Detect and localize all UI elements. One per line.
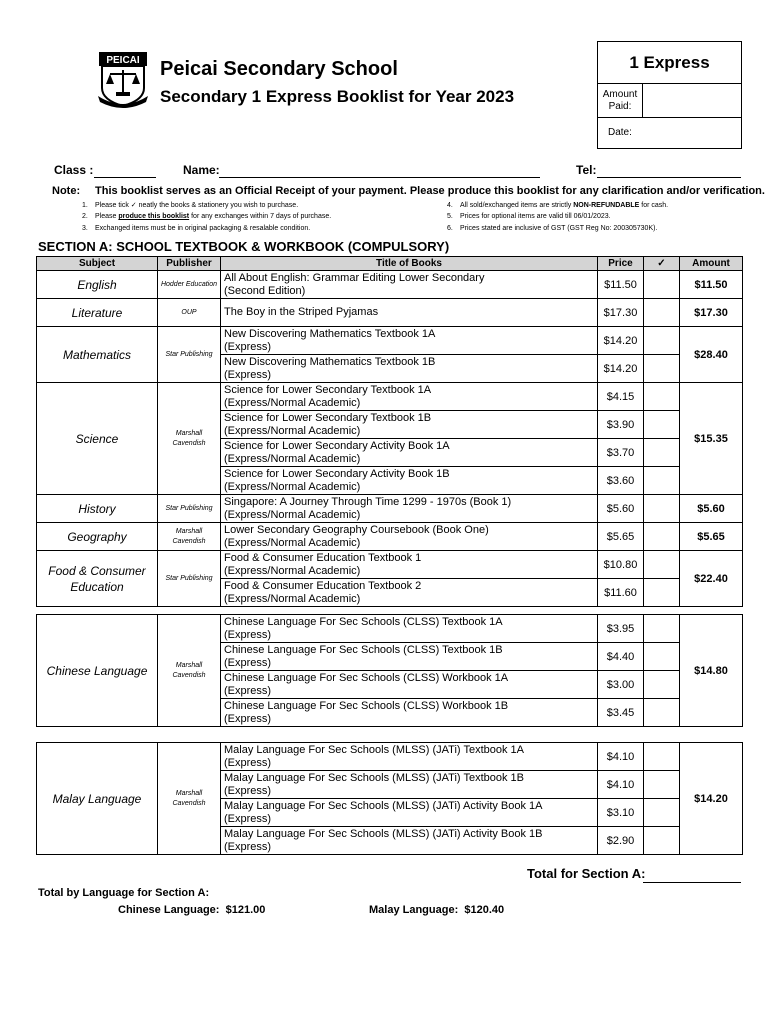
tick-checkbox[interactable] <box>644 799 680 827</box>
price-cell: $17.30 <box>598 299 644 327</box>
note-list-left <box>82 200 331 234</box>
book-title-cell: Chinese Language For Sec Schools (CLSS) Textbook 1A (Express) <box>221 615 598 643</box>
amount-paid-field[interactable] <box>643 84 741 117</box>
date-field[interactable] <box>646 118 741 148</box>
amount-cell: $15.35 <box>680 383 743 495</box>
note-item: 4. All sold/exchanged items are strictly NON-REFUNDABLE for cash. <box>447 202 669 209</box>
price-cell: $5.60 <box>598 495 644 523</box>
subject-cell: Food & Consumer Education <box>37 551 158 607</box>
tick-checkbox[interactable] <box>644 771 680 799</box>
name-field[interactable] <box>219 177 540 178</box>
book-title-cell: Science for Lower Secondary Activity Book 1B (Express/Normal Academic) <box>221 467 598 495</box>
school-name: Peicai Secondary School <box>160 58 398 80</box>
table-row <box>37 551 743 579</box>
book-title-cell: Malay Language For Sec Schools (MLSS) (JATi) Activity Book 1B (Express) <box>221 827 598 855</box>
amount-cell: $14.80 <box>680 615 743 727</box>
col-title: Title of Books <box>221 257 598 271</box>
logo-text: PEICAI <box>106 55 140 66</box>
tick-checkbox[interactable] <box>644 411 680 439</box>
amount-cell: $5.60 <box>680 495 743 523</box>
amount-cell: $5.65 <box>680 523 743 551</box>
chinese-language-table <box>36 614 743 727</box>
school-crest-icon <box>96 50 150 110</box>
price-cell: $10.80 <box>598 551 644 579</box>
amount-cell: $17.30 <box>680 299 743 327</box>
price-cell: $14.20 <box>598 355 644 383</box>
level-label: 1 Express <box>598 42 741 84</box>
book-title-cell: Food & Consumer Education Textbook 2 (Express/Normal Academic) <box>221 579 598 607</box>
book-title-cell: Science for Lower Secondary Activity Book 1A (Express/Normal Academic) <box>221 439 598 467</box>
col-publisher: Publisher <box>158 257 221 271</box>
table-row <box>37 523 743 551</box>
subject-cell: Science <box>37 383 158 495</box>
publisher-cell: Marshall Cavendish <box>158 383 221 495</box>
date-row <box>598 118 741 148</box>
note-item: 1. Please tick ✓ neatly the books & stationery you wish to purchase. <box>82 202 299 209</box>
amount-paid-row <box>598 84 741 118</box>
subject-cell: Mathematics <box>37 327 158 383</box>
tick-checkbox[interactable] <box>644 327 680 355</box>
tick-checkbox[interactable] <box>644 383 680 411</box>
class-field[interactable] <box>94 177 156 178</box>
note-item: 3. Exchanged items must be in original packaging & resalable condition. <box>82 224 311 232</box>
col-amount: Amount <box>680 257 743 271</box>
total-section-a-label: Total for Section A: <box>527 866 646 881</box>
tel-field[interactable] <box>597 177 741 178</box>
col-price: Price <box>598 257 644 271</box>
table-header <box>37 257 743 271</box>
tick-checkbox[interactable] <box>644 579 680 607</box>
note-main: This booklist serves as an Official Receipt of your payment. Please produce this booklist for any clarification and/or verification. <box>95 185 765 197</box>
amount-cell: $11.50 <box>680 271 743 299</box>
subject-cell: English <box>37 271 158 299</box>
book-title-cell: Malay Language For Sec Schools (MLSS) (JATi) Activity Book 1A (Express) <box>221 799 598 827</box>
price-cell: $2.90 <box>598 827 644 855</box>
total-by-language-label: Total by Language for Section A: <box>38 887 210 899</box>
date-label: Date: <box>608 127 632 138</box>
tick-checkbox[interactable] <box>644 643 680 671</box>
tel-label: Tel: <box>576 163 597 177</box>
price-cell: $4.15 <box>598 383 644 411</box>
amount-cell: $14.20 <box>680 743 743 855</box>
subject-cell: Malay Language <box>37 743 158 855</box>
total-section-a-field[interactable] <box>643 882 741 883</box>
book-title-cell: Food & Consumer Education Textbook 1 (Express/Normal Academic) <box>221 551 598 579</box>
col-tick: ✓ <box>644 257 680 271</box>
tick-checkbox[interactable] <box>644 551 680 579</box>
book-title-cell: All About English: Grammar Editing Lower Secondary (Second Edition) <box>221 271 598 299</box>
note-list-right <box>447 200 668 234</box>
tick-checkbox[interactable] <box>644 299 680 327</box>
price-cell: $11.50 <box>598 271 644 299</box>
price-cell: $4.10 <box>598 771 644 799</box>
name-label: Name: <box>183 163 220 177</box>
price-cell: $3.60 <box>598 467 644 495</box>
table-row <box>37 271 743 299</box>
table-row <box>37 743 743 771</box>
subject-cell: Chinese Language <box>37 615 158 727</box>
book-title-cell: The Boy in the Striped Pyjamas <box>221 299 598 327</box>
book-title-cell: Chinese Language For Sec Schools (CLSS) Workbook 1B (Express) <box>221 699 598 727</box>
publisher-cell: Hodder Education <box>158 271 221 299</box>
publisher-cell: Marshall Cavendish <box>158 523 221 551</box>
price-cell: $14.20 <box>598 327 644 355</box>
price-cell: $3.90 <box>598 411 644 439</box>
malay-total: Malay Language: $120.40 <box>369 904 505 916</box>
class-label: Class : <box>54 163 94 177</box>
table-row <box>37 299 743 327</box>
publisher-cell: Star Publishing <box>158 495 221 523</box>
publisher-cell: OUP <box>158 299 221 327</box>
amount-paid-label: Amount Paid: <box>598 84 643 117</box>
amount-cell: $28.40 <box>680 327 743 383</box>
note-label: Note: <box>52 185 81 197</box>
chinese-total: Chinese Language: $121.00 <box>118 904 266 916</box>
tick-checkbox[interactable] <box>644 615 680 643</box>
tick-checkbox[interactable] <box>644 495 680 523</box>
book-title-cell: Singapore: A Journey Through Time 1299 - 1970s (Book 1) (Express/Normal Academic) <box>221 495 598 523</box>
price-cell: $3.45 <box>598 699 644 727</box>
publisher-cell: Marshall Cavendish <box>158 615 221 727</box>
section-a-table <box>36 256 743 607</box>
tick-checkbox[interactable] <box>644 467 680 495</box>
table-row <box>37 327 743 355</box>
price-cell: $3.95 <box>598 615 644 643</box>
book-title-cell: Science for Lower Secondary Textbook 1A (Express/Normal Academic) <box>221 383 598 411</box>
price-cell: $3.70 <box>598 439 644 467</box>
book-title-cell: New Discovering Mathematics Textbook 1A (Express) <box>221 327 598 355</box>
tick-checkbox[interactable] <box>644 271 680 299</box>
booklist-title: Secondary 1 Express Booklist for Year 2023 <box>160 87 515 106</box>
table-row <box>37 615 743 643</box>
book-title-cell: Malay Language For Sec Schools (MLSS) (JATi) Textbook 1B (Express) <box>221 771 598 799</box>
tick-checkbox[interactable] <box>644 355 680 383</box>
price-cell: $3.00 <box>598 671 644 699</box>
subject-cell: Literature <box>37 299 158 327</box>
book-title-cell: Malay Language For Sec Schools (MLSS) (JATi) Textbook 1A (Express) <box>221 743 598 771</box>
book-title-cell: Chinese Language For Sec Schools (CLSS) Textbook 1B (Express) <box>221 643 598 671</box>
tick-checkbox[interactable] <box>644 671 680 699</box>
amount-cell: $22.40 <box>680 551 743 607</box>
book-title-cell: Lower Secondary Geography Coursebook (Book One) (Express/Normal Academic) <box>221 523 598 551</box>
tick-checkbox[interactable] <box>644 827 680 855</box>
section-a-title: SECTION A: SCHOOL TEXTBOOK & WORKBOOK (COMPULSORY) <box>38 239 450 254</box>
subject-cell: Geography <box>37 523 158 551</box>
tick-checkbox[interactable] <box>644 523 680 551</box>
publisher-cell: Star Publishing <box>158 327 221 383</box>
receipt-box <box>597 41 742 149</box>
price-cell: $4.10 <box>598 743 644 771</box>
table-row <box>37 383 743 411</box>
publisher-cell: Marshall Cavendish <box>158 743 221 855</box>
price-cell: $11.60 <box>598 579 644 607</box>
book-title-cell: Science for Lower Secondary Textbook 1B (Express/Normal Academic) <box>221 411 598 439</box>
book-title-cell: Chinese Language For Sec Schools (CLSS) Workbook 1A (Express) <box>221 671 598 699</box>
tick-checkbox[interactable] <box>644 439 680 467</box>
table-row <box>37 495 743 523</box>
book-title-cell: New Discovering Mathematics Textbook 1B (Express) <box>221 355 598 383</box>
publisher-cell: Star Publishing <box>158 551 221 607</box>
price-cell: $4.40 <box>598 643 644 671</box>
tick-checkbox[interactable] <box>644 743 680 771</box>
note-item: 5. Prices for optional items are valid till 06/01/2023. <box>447 213 611 221</box>
malay-language-table <box>36 742 743 855</box>
col-subject: Subject <box>37 257 158 271</box>
tick-checkbox[interactable] <box>644 699 680 727</box>
price-cell: $3.10 <box>598 799 644 827</box>
price-cell: $5.65 <box>598 523 644 551</box>
student-details <box>0 163 768 181</box>
subject-cell: History <box>37 495 158 523</box>
note-item: 6. Prices stated are inclusive of GST (GST Reg No: 200305730K). <box>447 224 658 232</box>
note-item: 2. Please produce this booklist for any exchanges within 7 days of purchase. <box>82 213 332 221</box>
